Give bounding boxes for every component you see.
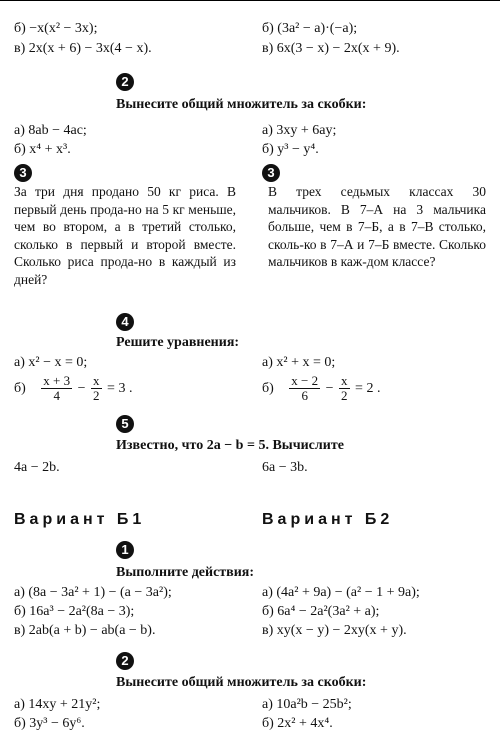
rhs-right: = 2 . <box>355 380 381 396</box>
variant-task-1-heading: Выполните действия: <box>116 565 255 580</box>
variant-task-2-left-a: а) 14xy + 21y²; <box>14 697 101 712</box>
prev-right-b: б) (3a² − a)·(−a); <box>262 21 358 36</box>
task-2-left-a: а) 8ab − 4ac; <box>14 123 87 138</box>
fraction-left-2 <box>91 374 102 403</box>
fraction-left-1 <box>41 374 72 403</box>
top-border <box>0 0 500 1</box>
task-4-right-b-label: б) <box>262 380 274 396</box>
variant-task-2-right-a: а) 10a²b − 25b²; <box>262 697 352 712</box>
task-5-left: 4a − 2b. <box>14 460 60 475</box>
task-number-4-badge: 4 <box>116 313 134 331</box>
task-3-right-text: В трех седьмых классах 30 мальчиков. В 7–А на 3 мальчика больше, чем в 7–Б, а в 7–В столько, сколь-ко в 7–А и 7–Б вместе. Сколько мальчиков в каж-дом классе? <box>268 184 486 270</box>
task-number-3-left-badge: 3 <box>14 164 32 182</box>
fraction-left-2-numerator: x <box>93 373 100 388</box>
task-4-right-b-equation <box>262 374 380 403</box>
variant-b1-title: Вариант Б1 <box>14 511 146 528</box>
task-5-right: 6a − 3b. <box>262 460 308 475</box>
fraction-right-1-denominator: 6 <box>301 388 308 403</box>
variant-task-1-right-b: б) 6a⁴ − 2a²(3a² + a); <box>262 604 380 619</box>
prev-right-v: в) 6x(3 − x) − 2x(x + 9). <box>262 41 400 56</box>
fraction-left-2-denominator: 2 <box>93 388 100 403</box>
variant-task-1-right-v: в) xy(x − y) − 2xy(x + y). <box>262 623 407 638</box>
task-3-left-text: За три дня продано 50 кг риса. В первый день прода-но на 5 кг меньше, чем во втором, а в третий столько, сколько в первый и второй вместе. Сколько риса прода-но в каждый из дней? <box>14 184 236 287</box>
fraction-left-1-denominator: 4 <box>53 388 60 403</box>
fraction-right-2-denominator: 2 <box>341 388 348 403</box>
task-number-2-badge: 2 <box>116 73 134 91</box>
task-number-3-right-badge: 3 <box>262 164 280 182</box>
task-4-left-a: а) x² − x = 0; <box>14 355 88 370</box>
variant-task-number-2-badge: 2 <box>116 652 134 670</box>
fraction-right-2 <box>339 374 350 403</box>
task-2-right-b: б) y³ − y⁴. <box>262 142 319 157</box>
task-4-heading: Решите уравнения: <box>116 335 240 350</box>
variant-task-1-left-a: а) (8a − 3a² + 1) − (a − 3a²); <box>14 585 172 600</box>
fraction-right-1-numerator: x − 2 <box>291 373 319 388</box>
variant-b2-title: Вариант Б2 <box>262 511 394 528</box>
task-5-heading: Известно, что 2a − b = 5. Вычислите <box>116 438 344 453</box>
variant-task-2-right-b: б) 2x² + 4x⁴. <box>262 716 333 731</box>
task-2-left-b: б) x⁴ + x³. <box>14 142 71 157</box>
variant-task-1-right-a: а) (4a² + 9a) − (a² − 1 + 9a); <box>262 585 420 600</box>
minus-sign-left: − <box>77 380 86 396</box>
variant-task-2-left-b: б) 3y³ − 6y⁶. <box>14 716 85 731</box>
fraction-right-1 <box>289 374 320 403</box>
variant-task-1-left-b: б) 16a³ − 2a²(8a − 3); <box>14 604 135 619</box>
task-4-left-b-equation <box>14 374 132 403</box>
prev-left-v: в) 2x(x + 6) − 3x(4 − x). <box>14 41 152 56</box>
variant-task-number-1-badge: 1 <box>116 541 134 559</box>
minus-sign-right: − <box>325 380 334 396</box>
task-number-5-badge: 5 <box>116 415 134 433</box>
variant-task-2-heading: Вынесите общий множитель за скобки: <box>116 675 367 690</box>
task-4-left-b-label: б) <box>14 380 26 396</box>
task-2-right-a: а) 3xy + 6ay; <box>262 123 337 138</box>
task-4-right-a: а) x² + x = 0; <box>262 355 336 370</box>
rhs-left: = 3 . <box>107 380 133 396</box>
task-2-heading: Вынесите общий множитель за скобки: <box>116 97 367 112</box>
fraction-left-1-numerator: x + 3 <box>43 373 71 388</box>
variant-task-1-left-v: в) 2ab(a + b) − ab(a − b). <box>14 623 156 638</box>
fraction-right-2-numerator: x <box>341 373 348 388</box>
prev-left-b: б) −x(x² − 3x); <box>14 21 98 36</box>
